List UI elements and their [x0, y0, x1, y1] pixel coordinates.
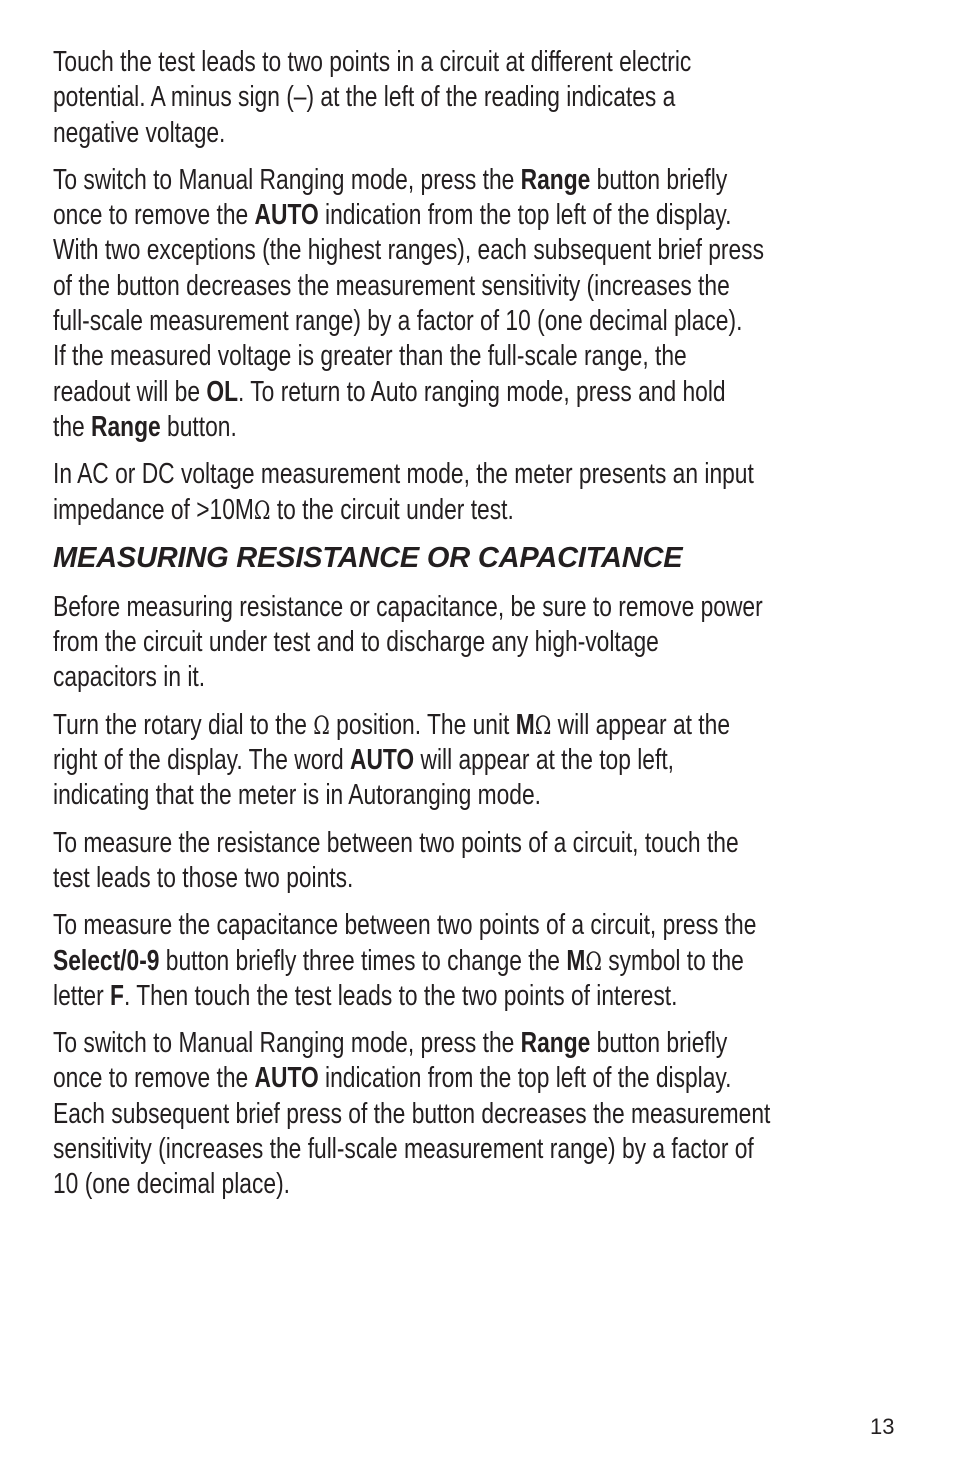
- text-line: negative voltage.: [53, 116, 226, 149]
- text-line: right of the display. The word AUTO will appear at the top left,: [53, 744, 674, 777]
- omega-symbol: Ω: [585, 946, 602, 976]
- text-line: Touch the test leads to two points in a circuit at different electric: [53, 46, 692, 78]
- omega-symbol: Ω: [534, 710, 552, 740]
- range-keyword: Range: [520, 1027, 591, 1060]
- text-line: potential. A minus sign (–) at the left of the reading indicates a: [53, 81, 676, 114]
- ol-keyword: OL: [206, 375, 239, 408]
- page-number: 13: [870, 1414, 895, 1439]
- select-keyword: Select/0-9: [53, 944, 160, 977]
- text-line: Turn the rotary dial to the Ω position. The unit MΩ will appear at the: [53, 708, 731, 741]
- range-keyword: Range: [520, 163, 591, 196]
- text-line: readout will be OL. To return to Auto ranging mode, press and hold: [53, 375, 726, 408]
- text-line: capacitors in it.: [53, 661, 206, 694]
- omega-symbol: Ω: [313, 710, 330, 740]
- paragraph-test-leads: [53, 45, 913, 151]
- mega-keyword: M: [566, 944, 586, 977]
- text-line: With two exceptions (the highest ranges), each subsequent brief press: [53, 234, 764, 267]
- text-line: To measure the capacitance between two points of a circuit, press the: [53, 909, 757, 942]
- auto-keyword: AUTO: [349, 744, 415, 777]
- text-line: Select/0-9 button briefly three times to change the MΩ symbol to the: [53, 944, 744, 977]
- text-line: impedance of >10MΩ to the circuit under test.: [53, 493, 514, 526]
- text-line: To switch to Manual Ranging mode, press the Range button briefly: [53, 1027, 728, 1060]
- farad-keyword: F: [110, 979, 124, 1012]
- text-line: full-scale measurement range) by a factor of 10 (one decimal place).: [53, 305, 743, 338]
- paragraph-manual-ranging-resistance: [53, 1026, 913, 1202]
- text-line: of the button decreases the measurement sensitivity (increases the: [53, 269, 730, 302]
- paragraph-manual-ranging-voltage: [53, 163, 913, 445]
- paragraph-input-impedance: [53, 457, 913, 528]
- paragraph-measure-capacitance: [53, 908, 913, 1014]
- text-line: 10 (one decimal place).: [53, 1168, 290, 1201]
- text-line: once to remove the AUTO indication from the top left of the display.: [53, 1062, 732, 1095]
- paragraph-measure-resistance: [53, 826, 913, 897]
- text-line: If the measured voltage is greater than the full-scale range, the: [53, 340, 687, 373]
- text-line: To switch to Manual Ranging mode, press the Range button briefly: [53, 163, 728, 196]
- text-line: indicating that the meter is in Autoranging mode.: [53, 779, 541, 812]
- text-line: the Range button.: [53, 410, 237, 443]
- text-line: To measure the resistance between two points of a circuit, touch the: [53, 826, 739, 859]
- omega-symbol: Ω: [253, 495, 271, 525]
- text-line: sensitivity (increases the full-scale measurement range) by a factor of: [53, 1133, 754, 1166]
- text-line: once to remove the AUTO indication from the top left of the display.: [53, 199, 732, 232]
- auto-keyword: AUTO: [254, 199, 319, 232]
- text-line: test leads to those two points.: [53, 861, 354, 894]
- paragraph-rotary-dial: [53, 708, 913, 814]
- text-line: In AC or DC voltage measurement mode, the meter presents an input: [53, 458, 754, 491]
- text-line: letter F. Then touch the test leads to the two points of interest.: [53, 979, 678, 1012]
- text-line: Each subsequent brief press of the button decreases the measurement: [53, 1097, 771, 1130]
- mega-keyword: M: [515, 708, 535, 741]
- section-heading: MEASURING RESISTANCE OR CAPACITANCE: [53, 541, 683, 574]
- manual-page: [53, 45, 913, 1215]
- text-line: Before measuring resistance or capacitance, be sure to remove power: [53, 590, 763, 623]
- paragraph-remove-power: [53, 590, 913, 696]
- range-keyword: Range: [91, 410, 161, 443]
- text-line: from the circuit under test and to discharge any high-voltage: [53, 626, 659, 659]
- auto-keyword: AUTO: [254, 1062, 319, 1095]
